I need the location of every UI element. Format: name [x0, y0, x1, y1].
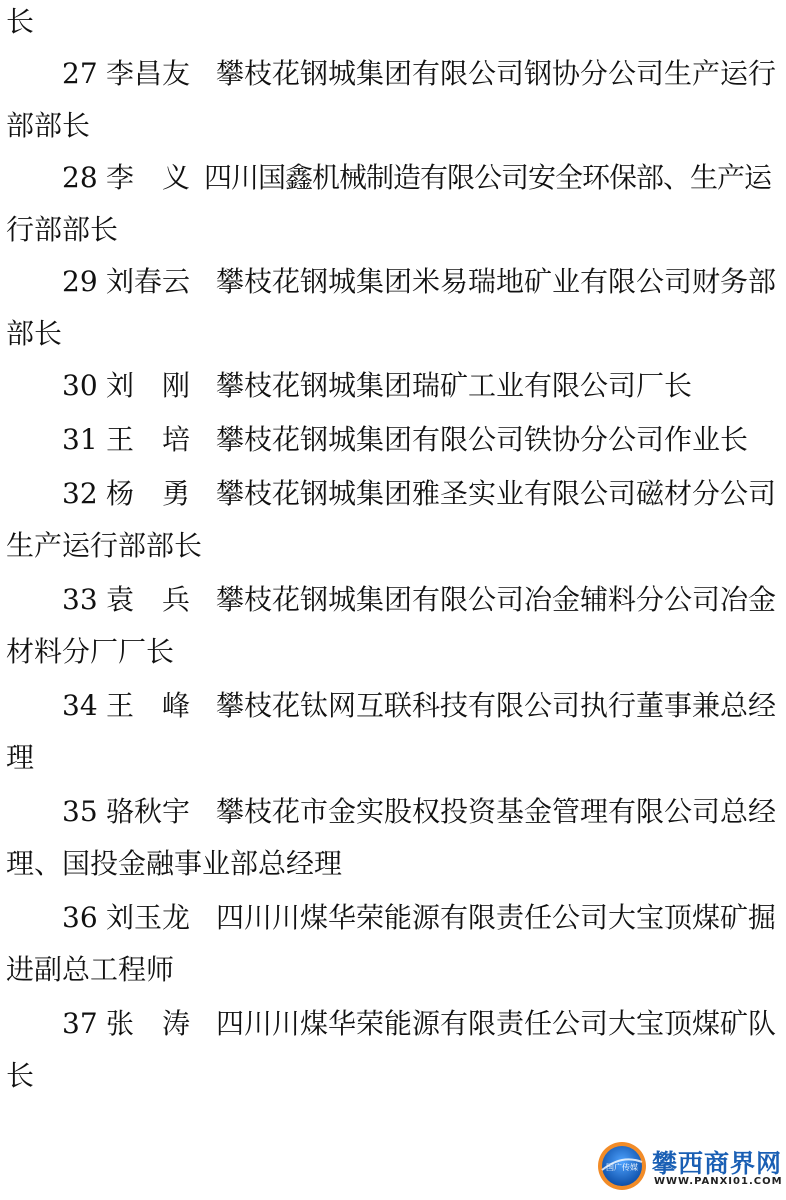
position-text: 攀枝花钢城集团有限公司冶金辅料分公司冶金: [216, 583, 777, 616]
watermark-title: 攀西商界网: [652, 1149, 783, 1178]
line-continuation: [6, 526, 782, 566]
position-text: 攀枝花钢城集团瑞矿工业有限公司厂长: [216, 369, 693, 402]
position-text: 攀枝花钢城集团有限公司钢协分公司生产运行: [216, 57, 777, 90]
line-text: 行部部长: [6, 213, 119, 246]
list-item-37: [62, 1004, 782, 1044]
item-number: 33: [62, 583, 98, 616]
item-number: 27: [62, 57, 98, 90]
line-text: 部长: [6, 317, 63, 350]
line-continuation: [6, 632, 782, 672]
item-number: 34: [62, 689, 98, 722]
list-item-35: [62, 792, 782, 832]
person-name: 刘春云: [106, 265, 191, 298]
position-text: 四川川煤华荣能源有限责任公司大宝顶煤矿队: [216, 1007, 777, 1040]
line-continuation: [6, 1056, 782, 1096]
item-number: 37: [62, 1007, 98, 1040]
item-number: 30: [62, 369, 98, 402]
line-continuation: [6, 950, 782, 990]
list-item-29: [62, 262, 782, 302]
person-name: 王 峰: [106, 689, 191, 722]
line-text: 生产运行部部长: [6, 529, 203, 562]
person-name: 骆秋宇: [106, 795, 191, 828]
logo-badge-text: 国广传媒: [606, 1163, 638, 1172]
person-name: 王 培: [106, 423, 191, 456]
line-text: 进副总工程师: [6, 953, 175, 986]
person-name: 李 义: [106, 161, 191, 194]
item-number: 28: [62, 161, 98, 194]
line-text: 材料分厂厂长: [6, 635, 175, 668]
position-text: 四川川煤华荣能源有限责任公司大宝顶煤矿掘: [216, 901, 777, 934]
list-item-34: [62, 686, 782, 726]
position-text: 攀枝花市金实股权投资基金管理有限公司总经: [216, 795, 777, 828]
watermark-url: WWW.PANXI01.COM: [654, 1176, 783, 1187]
list-item-36: [62, 898, 782, 938]
list-item-33: [62, 580, 782, 620]
line-continuation: [6, 314, 782, 354]
list-item-30: [62, 366, 782, 406]
person-name: 杨 勇: [106, 477, 191, 510]
list-item-28: [62, 158, 782, 198]
person-name: 张 涛: [106, 1007, 191, 1040]
item-number: 32: [62, 477, 98, 510]
line-text: 理、国投金融事业部总经理: [6, 847, 343, 880]
item-number: 36: [62, 901, 98, 934]
position-text: 攀枝花钢城集团有限公司铁协分公司作业长: [216, 423, 749, 456]
line-continuation: [6, 738, 782, 778]
person-name: 李昌友: [106, 57, 191, 90]
media-logo-icon: [596, 1140, 648, 1192]
position-text: 攀枝花钢城集团米易瑞地矿业有限公司财务部: [216, 265, 777, 298]
position-text: 攀枝花钛网互联科技有限公司执行董事兼总经: [216, 689, 777, 722]
item-number: 31: [62, 423, 98, 456]
position-text: 四川国鑫机械制造有限公司安全环保部、生产运: [204, 161, 772, 194]
line-continuation: [6, 106, 782, 146]
line-text: 长: [6, 1059, 35, 1092]
item-number: 29: [62, 265, 98, 298]
line-continuation: [6, 844, 782, 884]
line-continuation: [6, 2, 782, 42]
list-item-27: [62, 54, 782, 94]
site-watermark: [596, 1138, 782, 1194]
list-item-31: [62, 420, 782, 460]
position-text: 攀枝花钢城集团雅圣实业有限公司磁材分公司: [216, 477, 777, 510]
person-name: 刘玉龙: [106, 901, 191, 934]
line-text: 长: [6, 5, 35, 38]
person-name: 袁 兵: [106, 583, 191, 616]
person-name: 刘 刚: [106, 369, 191, 402]
line-text: 部部长: [6, 109, 91, 142]
list-item-32: [62, 474, 782, 514]
item-number: 35: [62, 795, 98, 828]
line-text: 理: [6, 741, 35, 774]
line-continuation: [6, 210, 782, 250]
